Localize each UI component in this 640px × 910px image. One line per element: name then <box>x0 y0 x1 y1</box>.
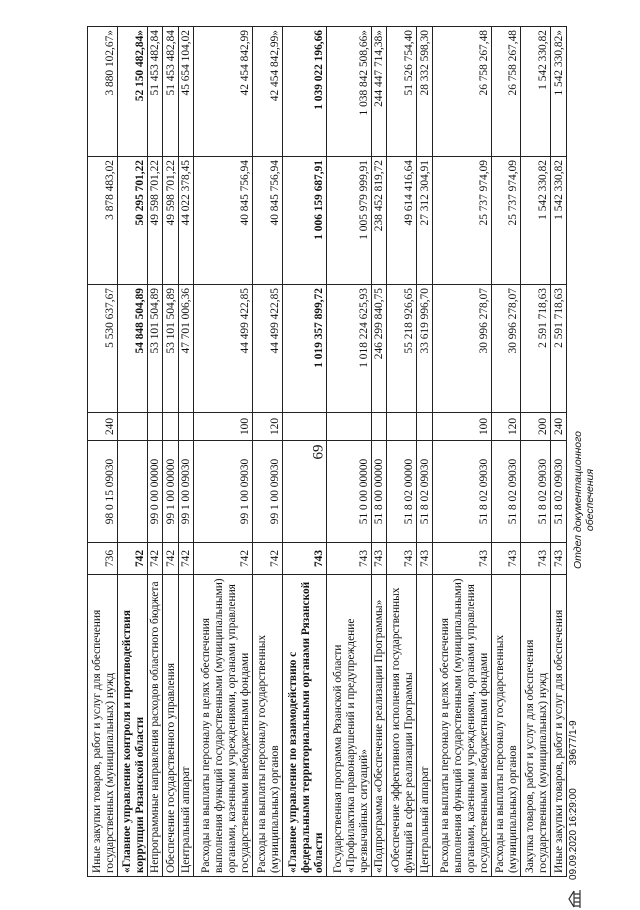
row-vr-cell: 100 <box>194 413 253 441</box>
row-name-cell: Расходы на выплаты персоналу государственных (муниципальных) органов <box>491 575 521 877</box>
row-amount-2022-cell: 26 758 267,48 <box>491 27 521 157</box>
row-csr-cell: 51 8 02 09030 <box>521 441 551 543</box>
budget-table <box>87 26 567 877</box>
row-vr-cell <box>163 413 179 441</box>
row-amount-2021-cell: 1 542 330,82 <box>521 157 551 285</box>
row-amount-2020-cell: 44 499 422,85 <box>253 285 283 413</box>
row-name-cell: Иные закупки товаров, работ и услуг для обеспечения <box>551 575 567 877</box>
row-amount-2021-cell: 50 295 701,22 <box>117 157 147 285</box>
table-row <box>387 27 417 877</box>
row-amount-2020-cell: 33 619 996,70 <box>417 285 433 413</box>
row-csr-cell <box>117 441 147 543</box>
row-csr-cell: 99 1 00 00000 <box>163 441 179 543</box>
row-vr-cell <box>387 413 417 441</box>
row-amount-2021-cell: 40 845 756,94 <box>253 157 283 285</box>
row-vr-cell: 240 <box>88 413 118 441</box>
row-name-cell: Центральный аппарат <box>417 575 433 877</box>
row-amount-2022-cell: 26 758 267,48 <box>432 27 491 157</box>
row-amount-2020-cell: 5 530 637,67 <box>88 285 118 413</box>
row-amount-2021-cell: 25 737 974,09 <box>491 157 521 285</box>
row-amount-2022-cell: 1 542 330,82» <box>551 27 567 157</box>
row-amount-2022-cell: 28 332 598,30 <box>417 27 433 157</box>
row-vr-cell: 100 <box>432 413 491 441</box>
row-name-cell: Государственная программа Рязанской области «Профилактика правонарушений и предупреждение чрезвычайных ситуаций» <box>327 575 371 877</box>
table-row <box>253 27 283 877</box>
row-vr-cell <box>283 413 327 441</box>
table-row <box>163 27 179 877</box>
row-amount-2022-cell: 45 654 104,02 <box>178 27 194 157</box>
row-amount-2022-cell: 42 454 842,99 <box>194 27 253 157</box>
row-amount-2020-cell: 30 996 278,07 <box>491 285 521 413</box>
row-vr-cell: 120 <box>253 413 283 441</box>
row-name-cell: «Подпрограмма «Обеспечение реализации Программы» <box>371 575 387 877</box>
row-name-cell: Расходы на выплаты персоналу в целях обеспечения выполнения функций государственными (муниципальными) органами, казенными учреждениями, органами управления государственными внебюджетными фондами <box>194 575 253 877</box>
table-row <box>417 27 433 877</box>
row-csr-cell: 99 1 00 09030 <box>253 441 283 543</box>
row-name-cell: Непрограммные направления расходов областного бюджета <box>147 575 163 877</box>
row-vr-cell: 120 <box>491 413 521 441</box>
row-csr-cell: 51 8 02 09030 <box>491 441 521 543</box>
row-name-cell: «Главное управление по взаимодействию с федеральными территориальными органами Рязанской области <box>283 575 327 877</box>
row-amount-2022-cell: 42 454 842,99» <box>253 27 283 157</box>
row-amount-2021-cell: 1 542 330,82 <box>551 157 567 285</box>
row-csr-cell: 51 8 02 00000 <box>387 441 417 543</box>
row-csr-cell <box>283 441 327 543</box>
row-name-cell: «Обеспечение эффективного исполнения государственных функций в сфере реализации Программы <box>387 575 417 877</box>
row-csr-cell: 51 8 00 00000 <box>371 441 387 543</box>
row-csr-cell: 98 0 15 09030 <box>88 441 118 543</box>
row-csr-cell: 51 0 00 00000 <box>327 441 371 543</box>
row-vr-cell: 200 <box>521 413 551 441</box>
row-ved-cell: 743 <box>432 543 491 575</box>
page-number: 69 <box>310 444 327 460</box>
row-amount-2022-cell: 1 039 022 196,66 <box>283 27 327 157</box>
page-footer <box>568 20 628 880</box>
table-body <box>88 27 567 877</box>
row-vr-cell: 240 <box>551 413 567 441</box>
row-ved-cell: 742 <box>163 543 179 575</box>
row-amount-2020-cell: 44 499 422,85 <box>194 285 253 413</box>
row-amount-2021-cell: 1 006 159 687,91 <box>283 157 327 285</box>
row-name-cell: Закупка товаров, работ и услуг для обеспечения государственных (муниципальных) нужд <box>521 575 551 877</box>
row-amount-2022-cell: 51 453 482,84 <box>163 27 179 157</box>
table-row <box>178 27 194 877</box>
table-row <box>147 27 163 877</box>
row-amount-2021-cell: 238 452 819,72 <box>371 157 387 285</box>
row-amount-2020-cell: 246 299 840,75 <box>371 285 387 413</box>
row-csr-cell: 99 1 00 09030 <box>178 441 194 543</box>
row-name-cell: Центральный аппарат <box>178 575 194 877</box>
row-ved-cell: 736 <box>88 543 118 575</box>
row-amount-2020-cell: 30 996 278,07 <box>432 285 491 413</box>
row-amount-2020-cell: 2 591 718,63 <box>521 285 551 413</box>
row-csr-cell: 51 8 02 09030 <box>551 441 567 543</box>
row-ved-cell: 743 <box>283 543 327 575</box>
row-vr-cell <box>147 413 163 441</box>
row-name-cell: Расходы на выплаты персоналу в целях обеспечения выполнения функций государственными (муниципальными) органами, казенными учреждениями, органами управления государственными внебюджетными фондами <box>432 575 491 877</box>
row-amount-2021-cell: 49 614 416,64 <box>387 157 417 285</box>
row-amount-2022-cell: 51 453 482,84 <box>147 27 163 157</box>
row-amount-2020-cell: 1 018 224 625,93 <box>327 285 371 413</box>
row-ved-cell: 742 <box>253 543 283 575</box>
row-amount-2020-cell: 54 848 504,89 <box>117 285 147 413</box>
row-ved-cell: 742 <box>147 543 163 575</box>
row-ved-cell: 743 <box>551 543 567 575</box>
table-row <box>551 27 567 877</box>
row-vr-cell <box>417 413 433 441</box>
row-amount-2022-cell: 1 038 842 508,66» <box>327 27 371 157</box>
table-row <box>327 27 371 877</box>
row-name-cell: Обеспечение государственного управления <box>163 575 179 877</box>
stamp-doc-id: 39677/1-9 <box>568 720 579 766</box>
department-label: Отдел документационного обеспечения <box>572 430 596 570</box>
row-amount-2020-cell: 53 101 504,89 <box>147 285 163 413</box>
office-logo-icon <box>566 888 582 910</box>
row-amount-2022-cell: 244 447 714,38» <box>371 27 387 157</box>
row-name-cell: Иные закупки товаров, работ и услуг для обеспечения государственных (муниципальных) нужд <box>88 575 118 877</box>
row-name-cell: Расходы на выплаты персоналу государственных (муниципальных) органов <box>253 575 283 877</box>
row-ved-cell: 742 <box>178 543 194 575</box>
row-ved-cell: 743 <box>371 543 387 575</box>
row-amount-2020-cell: 1 019 357 899,72 <box>283 285 327 413</box>
row-ved-cell: 743 <box>387 543 417 575</box>
row-amount-2022-cell: 3 880 102,67» <box>88 27 118 157</box>
row-ved-cell: 743 <box>491 543 521 575</box>
table-row <box>521 27 551 877</box>
row-amount-2020-cell: 53 101 504,89 <box>163 285 179 413</box>
stamp-datetime: 09.09.2020 16:29:00 <box>568 788 579 880</box>
row-amount-2020-cell: 2 591 718,63 <box>551 285 567 413</box>
table-row <box>88 27 118 877</box>
table-row <box>117 27 147 877</box>
row-amount-2022-cell: 51 526 754,40 <box>387 27 417 157</box>
row-ved-cell: 743 <box>327 543 371 575</box>
table-row <box>432 27 491 877</box>
row-ved-cell: 742 <box>194 543 253 575</box>
row-amount-2020-cell: 55 218 926,65 <box>387 285 417 413</box>
row-csr-cell: 51 8 02 09030 <box>432 441 491 543</box>
row-amount-2021-cell: 1 005 979 999,91 <box>327 157 371 285</box>
row-vr-cell <box>178 413 194 441</box>
table-row <box>194 27 253 877</box>
row-amount-2021-cell: 49 598 701,22 <box>147 157 163 285</box>
row-vr-cell <box>327 413 371 441</box>
row-csr-cell: 51 8 02 09030 <box>417 441 433 543</box>
row-csr-cell: 99 0 00 00000 <box>147 441 163 543</box>
registration-stamp <box>568 700 579 880</box>
table-row <box>371 27 387 877</box>
row-amount-2021-cell: 44 022 378,45 <box>178 157 194 285</box>
row-ved-cell: 743 <box>521 543 551 575</box>
row-amount-2021-cell: 49 598 701,22 <box>163 157 179 285</box>
row-csr-cell: 99 1 00 09030 <box>194 441 253 543</box>
row-name-cell: «Главное управление контроля и противодействия коррупции Рязанской области <box>117 575 147 877</box>
budget-table-container <box>87 27 567 877</box>
row-amount-2021-cell: 25 737 974,09 <box>432 157 491 285</box>
row-amount-2021-cell: 27 312 304,91 <box>417 157 433 285</box>
row-amount-2022-cell: 1 542 330,82 <box>521 27 551 157</box>
row-ved-cell: 742 <box>117 543 147 575</box>
row-amount-2021-cell: 3 878 483,02 <box>88 157 118 285</box>
table-row <box>491 27 521 877</box>
row-amount-2020-cell: 47 701 006,36 <box>178 285 194 413</box>
row-vr-cell <box>117 413 147 441</box>
table-row <box>283 27 327 877</box>
row-vr-cell <box>371 413 387 441</box>
row-amount-2021-cell: 40 845 756,94 <box>194 157 253 285</box>
row-ved-cell: 743 <box>417 543 433 575</box>
row-amount-2022-cell: 52 150 482,84» <box>117 27 147 157</box>
